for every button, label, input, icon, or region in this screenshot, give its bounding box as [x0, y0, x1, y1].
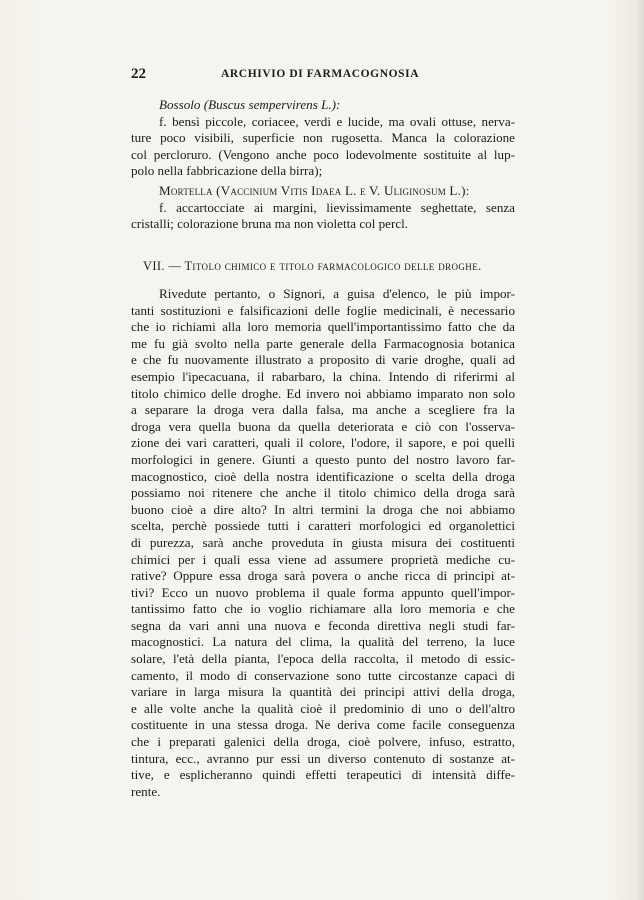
paragraph-line: buono cioè a dire alto? In altri termini la droga che noi abbiamo: [131, 501, 515, 517]
paragraph-line: droga vera quella buona da quella deteriorata e ciò con l'osserva-: [131, 418, 515, 434]
paragraph-line: e che fu nuovamente illustrato a proposito di varie droghe, quali ad: [131, 352, 515, 368]
paragraph-line: me fu già svolto nella parte generale della Farmacognosia botanica: [131, 335, 515, 351]
text-line: f. bensì piccole, coriacee, verdi e lucide, ma ovali ottuse, nerva-: [159, 113, 515, 129]
entry-bossolo: [131, 97, 515, 180]
section-heading-text: VII. — Titolo chimico e titolo farmacologico delle droghe.: [143, 259, 482, 273]
paragraph-line: di purezza, sarà anche proveduta in giusta misura dei costituenti: [131, 534, 515, 550]
paragraph-line: tanti sostituzioni e falsificazioni delle foglie medicinali, è necessario: [131, 302, 515, 318]
page-number: 22: [131, 66, 146, 82]
text-line: polo nella fabbricazione della birra);: [131, 163, 323, 179]
paragraph-line: e alle volte anche la qualità cioè il predominio di uno o dell'altro: [131, 700, 515, 716]
paragraph-line: possiamo noi ritenere che anche il titolo chimico della droga sarà: [131, 485, 515, 501]
page-edge-shadow: [636, 0, 644, 900]
paragraph-line: scelta, perchè possiede tutti i caratteri morfologici ed organolettici: [131, 518, 515, 534]
entry-title-mortella: Mortella (Vaccinium Vitis Idaea L. e V. Uliginosum L.):: [159, 183, 470, 198]
text-line: col percloruro. (Vengono anche poco lodevolmente sostituite al lup-: [131, 146, 515, 162]
paragraph-line: rative? Oppure essa droga sarà povera o anche ricca di principi at-: [131, 568, 515, 584]
paragraph-line: segna da vari anni una nuova e feconda direttiva negli studi far-: [131, 617, 515, 633]
paragraph-line: che i preparati galenici della droga, cioè polvere, infuso, estratto,: [131, 734, 515, 750]
paragraph-line: che io richiami alla loro memoria quell'importantissimo fatto che da: [131, 319, 515, 335]
paragraph-line: a separare la droga vera dalla falsa, ma anche a scegliere fra la: [131, 402, 515, 418]
paragraph-line: Rivedute pertanto, o Signori, a guisa d'elenco, le più impor-: [159, 286, 515, 301]
paragraph-line: esempio l'ipecacuana, il rabarbaro, la china. Intendo di riferirmi al: [131, 368, 515, 384]
paragraph-line: tive, e esplicheranno quindi effetti terapeutici di intensità diffe-: [131, 767, 515, 783]
running-title: ARCHIVIO DI FARMACOGNOSIA: [221, 68, 420, 80]
paragraph-line: macognostico, cioè della nostra identificazione o scelta della droga: [131, 468, 515, 484]
text-line: f. accartocciate ai margini, lievissimamente seghettate, senza: [159, 199, 515, 215]
paragraph-line: costituente in una stessa droga. Ne deriva come facile conseguenza: [131, 717, 515, 733]
entry-title-text: Bossolo (Buscus sempervirens L.):: [159, 97, 341, 112]
page-header: [131, 66, 515, 84]
entry-title-bossolo: [131, 97, 515, 114]
section-heading: [131, 258, 515, 275]
paragraph-line: camento, il modo di conservazione sono tutte circostanze capaci di: [131, 667, 515, 683]
paragraph-line: rente.: [131, 783, 161, 799]
paragraph-line: chimici per i quali essa viene ad assumere proprietà mediche cu-: [131, 551, 515, 567]
text-line: ture poco visibili, superficie non rugosetta. Manca la colorazione: [131, 130, 515, 146]
paragraph-line: variare in larga misura la quantità dei principi attivi della droga,: [131, 684, 515, 700]
paragraph-line: titolo chimico delle droghe. Ed invero noi abbiamo imparato non solo: [131, 385, 515, 401]
paragraph-line: macognostici. La natura del clima, la qualità del terreno, la luce: [131, 634, 515, 650]
text-line: cristalli; colorazione bruna ma non violetta col percl.: [131, 216, 409, 232]
entry-mortella: [131, 183, 515, 233]
paragraph-line: tantissimo fatto che io voglio richiamare alla loro memoria e che: [131, 601, 515, 617]
paragraph-line: zione dei vari caratteri, quali il colore, l'odore, il sapore, e poi quelli: [131, 435, 515, 451]
paragraph-line: morfologici in genere. Giunti a questo punto del nostro lavoro far-: [131, 451, 515, 467]
paragraph-line: tivi? Ecco un nuovo problema il quale forma appunto quell'impor-: [131, 584, 515, 600]
paragraph-line: solare, l'età della pianta, l'epoca della raccolta, il metodo di essic-: [131, 651, 515, 667]
body-paragraph: [131, 286, 515, 800]
paragraph-line: tintura, ecc., avranno pur essi un diverso contenuto di sostanze at-: [131, 750, 515, 766]
